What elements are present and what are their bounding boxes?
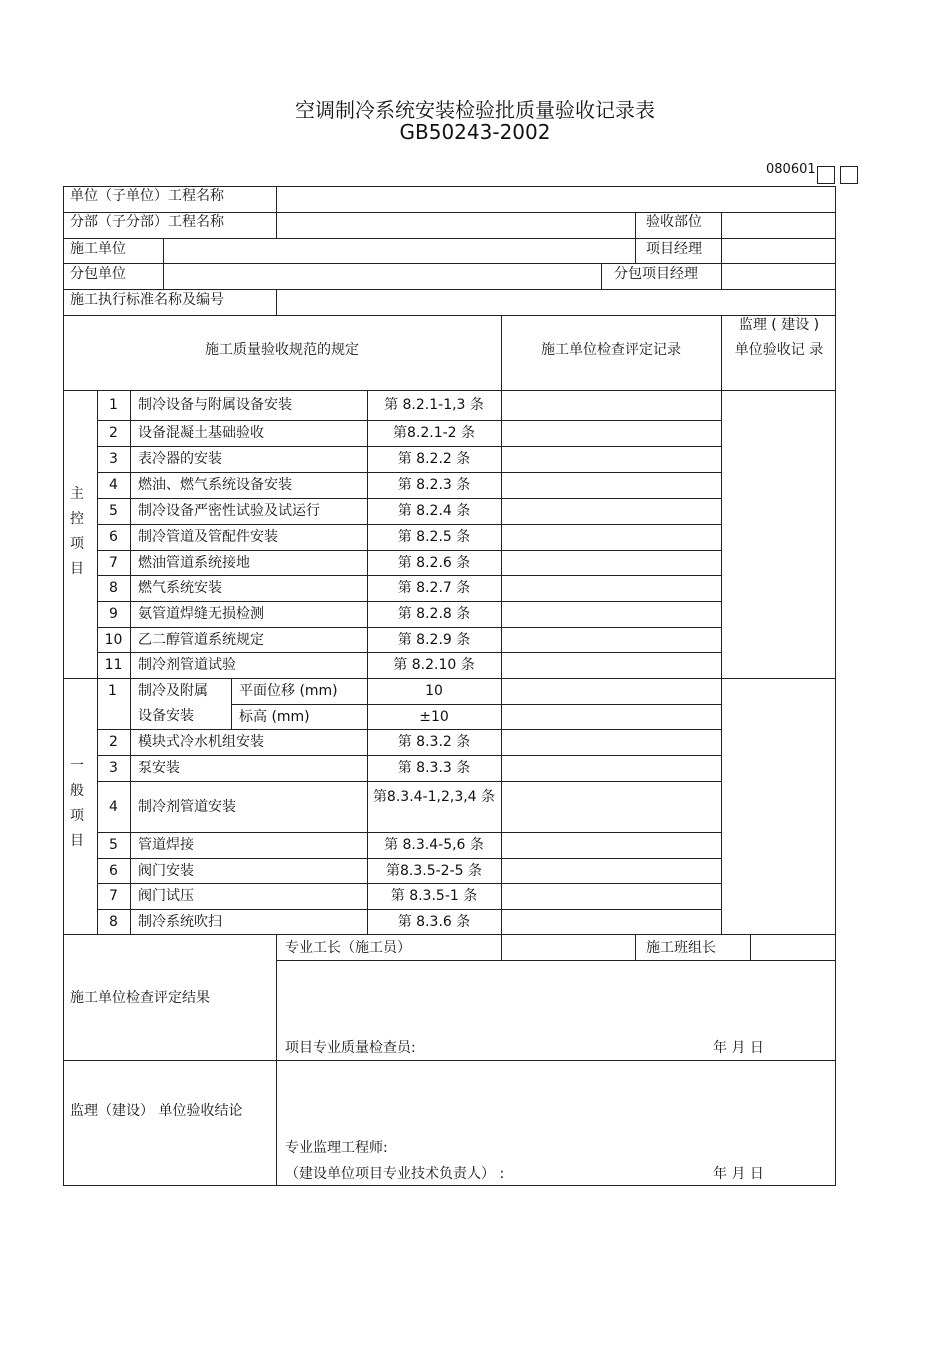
- grid-line: [835, 186, 836, 1185]
- item-name: 阀门试压: [138, 888, 194, 904]
- sub-item-value: 10: [425, 683, 443, 699]
- item-clause: 第 8.3.4-5,6 条: [384, 837, 484, 853]
- item-no: 8: [109, 913, 118, 930]
- item-clause: 第 8.3.6 条: [397, 913, 471, 930]
- item-clause: 第8.3.5-2-5 条: [386, 862, 482, 879]
- item-no: 6: [109, 529, 118, 545]
- item-name: 设备混凝土基础验收: [138, 425, 264, 441]
- grid-line: [750, 934, 751, 960]
- sub-project-manager-label: 分包项目经理: [614, 266, 698, 282]
- item-no: 7: [109, 554, 118, 571]
- grid-line: [163, 238, 164, 289]
- code-box-2[interactable]: [840, 166, 858, 184]
- grid-line: [635, 212, 636, 263]
- item-name-line2: 设备安装: [138, 708, 194, 724]
- item-clause: 第 8.2.10 条: [393, 657, 475, 673]
- item-name: 氨管道焊缝无损检测: [138, 606, 264, 622]
- item-name: 制冷管道及管配件安装: [138, 529, 278, 545]
- main-group-label: 主 控 项 目: [70, 486, 84, 577]
- grid-line: [501, 390, 502, 934]
- grid-line: [97, 601, 721, 602]
- grid-line: [276, 960, 836, 961]
- item-clause: 第 8.2.5 条: [397, 529, 471, 545]
- item-name: 乙二醇管道系统规定: [138, 631, 264, 648]
- grid-line: [97, 832, 721, 833]
- item-no: 2: [109, 734, 118, 750]
- tech-lead-label: （建设单位项目专业技术负责人） :: [285, 1166, 505, 1182]
- item-name: 制冷设备与附属设备安装: [138, 397, 292, 413]
- item-no: 8: [109, 580, 118, 596]
- grid-line: [97, 729, 721, 730]
- item-clause: 第 8.2.3 条: [397, 477, 471, 493]
- supervision-column-header: 监理 ( 建设 ) 单位验收记 录: [734, 317, 824, 358]
- item-no: 9: [109, 606, 118, 622]
- grid-line: [97, 755, 721, 756]
- item-name: 制冷剂管道试验: [138, 657, 236, 673]
- conclusion-label: 监理（建设） 单位验收结论: [70, 1103, 243, 1119]
- item-no: 3: [109, 451, 118, 467]
- item-name: 模块式冷水机组安装: [138, 734, 264, 750]
- standard-code: GB50243-2002: [399, 120, 551, 144]
- grid-line: [97, 781, 721, 782]
- item-name-line1: 制冷及附属: [138, 683, 208, 699]
- item-clause: 第 8.2.4 条: [397, 503, 471, 519]
- item-no: 10: [104, 631, 123, 648]
- grid-line: [721, 212, 722, 263]
- item-clause: 第 8.3.2 条: [397, 734, 471, 750]
- standard-label: 施工执行标准名称及编号: [70, 292, 224, 308]
- sub-item-label: 标高 (mm): [239, 709, 310, 725]
- project-manager-label: 项目经理: [646, 241, 702, 257]
- item-clause: 第 8.2.6 条: [397, 554, 471, 571]
- grid-line: [97, 498, 721, 499]
- item-no: 4: [109, 798, 118, 815]
- grid-line: [721, 315, 722, 390]
- grid-line: [63, 186, 836, 187]
- grid-line: [97, 446, 721, 447]
- item-no: 1: [108, 683, 117, 699]
- team-leader-label: 施工班组长: [646, 940, 716, 956]
- item-clause: 第 8.2.1-1,3 条: [384, 397, 484, 413]
- grid-line: [635, 934, 636, 960]
- inspector-label: 项目专业质量检查员:: [285, 1040, 416, 1056]
- item-name: 管道焊接: [138, 837, 194, 853]
- general-group-label: 一 般 项 目: [70, 758, 84, 849]
- grid-line: [63, 186, 64, 1185]
- grid-line: [276, 186, 277, 238]
- grid-line: [276, 934, 277, 1185]
- result-label: 施工单位检查评定结果: [70, 990, 210, 1006]
- grid-line: [97, 550, 721, 551]
- spec-column-header: 施工质量验收规范的规定: [205, 342, 359, 358]
- item-name: 制冷剂管道安装: [138, 798, 236, 815]
- item-clause: 第 8.3.3 条: [397, 760, 471, 776]
- item-no: 5: [109, 837, 118, 853]
- item-clause: 第 8.2.8 条: [397, 606, 471, 622]
- item-no: 1: [109, 397, 118, 413]
- unit-project-label: 单位（子单位）工程名称: [70, 188, 224, 204]
- grid-line: [721, 263, 722, 289]
- grid-line: [721, 390, 722, 934]
- engineer-label: 专业监理工程师:: [285, 1140, 388, 1156]
- grid-line: [97, 420, 721, 421]
- grid-line: [63, 289, 836, 290]
- grid-line: [97, 909, 721, 910]
- item-name: 泵安装: [138, 760, 180, 776]
- grid-line: [97, 472, 721, 473]
- item-name: 阀门安装: [138, 862, 194, 879]
- grid-line: [97, 858, 721, 859]
- grid-line: [97, 652, 721, 653]
- sub-item-label: 平面位移 (mm): [239, 683, 338, 699]
- item-clause: 第8.2.1-2 条: [392, 425, 476, 441]
- grid-line: [97, 575, 721, 576]
- grid-line: [601, 263, 602, 289]
- item-clause: 第 8.2.7 条: [397, 580, 471, 596]
- grid-line: [130, 390, 131, 934]
- grid-line: [231, 704, 721, 705]
- item-no: 11: [104, 657, 123, 673]
- sub-item-value: ±10: [419, 709, 449, 725]
- grid-line: [97, 883, 721, 884]
- item-name: 制冷设备严密性试验及试运行: [138, 503, 320, 519]
- code-box-1[interactable]: [817, 166, 835, 184]
- check-record-column-header: 施工单位检查评定记录: [541, 342, 681, 358]
- grid-line: [97, 934, 721, 935]
- item-clause: 第8.3.4-1,2,3,4 条: [372, 789, 496, 805]
- item-clause: 第 8.2.9 条: [397, 631, 471, 648]
- result-date: 年 月 日: [713, 1040, 764, 1056]
- item-no: 3: [109, 760, 118, 776]
- item-name: 燃气系统安装: [138, 580, 222, 596]
- item-clause: 第 8.2.2 条: [397, 451, 471, 467]
- item-no: 7: [109, 888, 118, 904]
- grid-line: [231, 678, 232, 729]
- conclusion-date: 年 月 日: [713, 1166, 764, 1182]
- grid-line: [97, 524, 721, 525]
- doc-number: 080601: [766, 162, 816, 177]
- item-no: 2: [109, 425, 118, 441]
- subcontractor-label: 分包单位: [70, 266, 126, 282]
- page-title: 空调制冷系统安装检验批质量验收记录表: [295, 98, 655, 122]
- grid-line: [276, 289, 277, 315]
- grid-line: [63, 1185, 836, 1186]
- item-name: 表冷器的安装: [138, 451, 222, 467]
- grid-line: [501, 934, 502, 960]
- item-no: 4: [109, 477, 118, 493]
- item-no: 5: [109, 503, 118, 519]
- item-clause: 第 8.3.5-1 条: [390, 888, 478, 904]
- acceptance-part-label: 验收部位: [646, 214, 702, 230]
- grid-line: [63, 1060, 836, 1061]
- grid-line: [97, 627, 721, 628]
- foreman-label: 专业工长（施工员）: [285, 940, 411, 956]
- item-name: 制冷系统吹扫: [138, 913, 222, 930]
- sub-project-label: 分部（子分部）工程名称: [70, 214, 224, 230]
- item-name: 燃油管道系统接地: [138, 554, 250, 571]
- construction-unit-label: 施工单位: [70, 241, 126, 257]
- item-no: 6: [109, 862, 118, 879]
- item-name: 燃油、燃气系统设备安装: [138, 477, 292, 493]
